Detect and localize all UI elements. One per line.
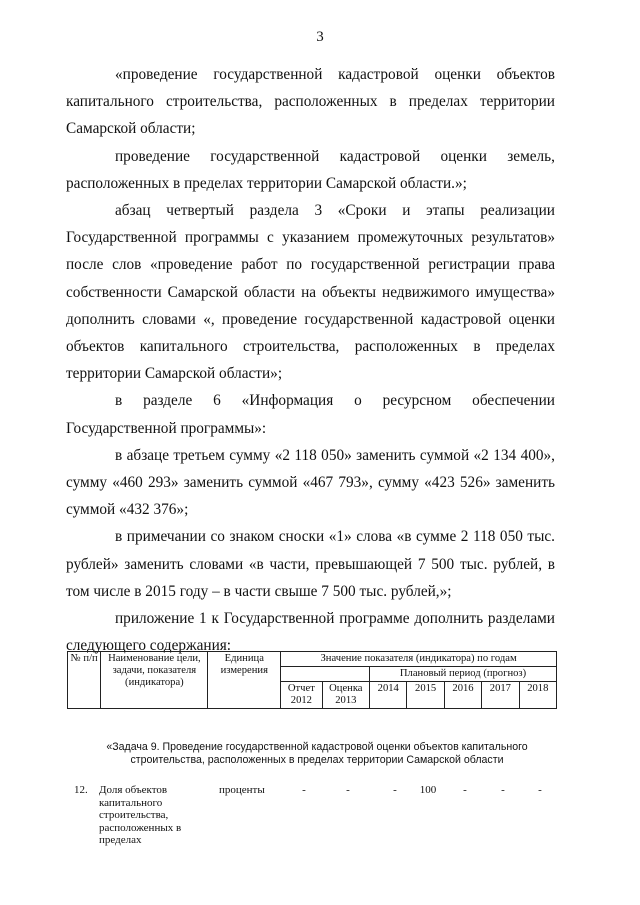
row-number: 12.: [74, 784, 88, 796]
row-value-2012: -: [302, 784, 306, 796]
paragraph-4: в разделе 6 «Информация о ресурсном обеспечении Государственной программы»:: [66, 392, 555, 437]
row-value-2016: -: [463, 784, 467, 796]
header-year-2012: Отчет 2012: [281, 682, 322, 709]
header-year-2013: Оценка 2013: [322, 682, 369, 709]
header-year-2014: 2014: [370, 682, 407, 709]
document-body: [66, 61, 555, 659]
header-year-2016: 2016: [444, 682, 481, 709]
header-name: Наименование цели, задачи, показателя (индикатора): [101, 652, 208, 709]
header-unit: Единица измерения: [208, 652, 281, 709]
row-value-2018: -: [538, 784, 542, 796]
header-blank: [281, 667, 370, 682]
paragraph-1: «проведение государственной кадастровой оценки объектов капитального строительства, расположенных в пределах территории Самарской области;: [66, 66, 555, 138]
paragraph-7: приложение 1 к Государственной программе дополнить разделами следующего содержания:: [66, 610, 555, 655]
header-planned-period: Плановый период (прогноз): [370, 667, 557, 682]
header-year-2017: 2017: [482, 682, 519, 709]
row-value-2013: -: [346, 784, 350, 796]
paragraph-3: абзац четвертый раздела 3 «Сроки и этапы реализации Государственной программы с указанием промежуточных результатов» после слов «проведение работ по государственной регистрации права собственности Самарской области на объекты недвижимого имущества» дополнить словами «, проведение государственной кадастровой оценки объектов капитального строительства, расположенных в пределах территории Самарской области»;: [66, 202, 555, 383]
header-number: № п/п: [68, 652, 101, 709]
row-unit: проценты: [219, 784, 265, 796]
paragraph-2: проведение государственной кадастровой оценки земель, расположенных в пределах территории Самарской области.»;: [66, 147, 555, 192]
task-title: «Задача 9. Проведение государственной кадастровой оценки объектов капитального строительства, расположенных в пределах территории Самарской области: [106, 741, 528, 766]
header-year-2018: 2018: [519, 682, 556, 709]
row-value-2015: 100: [419, 784, 437, 796]
header-value: Значение показателя (индикатора) по годам: [281, 652, 557, 667]
row-value-2014: -: [393, 784, 397, 796]
row-name: Доля объектов капитального строительства, расположенных в пределах: [99, 784, 182, 847]
paragraph-6: в примечании со знаком сноски «1» слова «в сумме 2 118 050 тыс. рублей» заменить словами «в части, превышающей 7 500 тыс. рублей, в том числе в 2015 году – в части свыше 7 500 тыс. рублей,»;: [66, 528, 555, 600]
header-year-2015: 2015: [407, 682, 444, 709]
indicators-table-header: [67, 651, 557, 709]
page-number: 3: [316, 29, 324, 45]
paragraph-5: в абзаце третьем сумму «2 118 050» заменить суммой «2 134 400», сумму «460 293» заменить суммой «467 793», сумму «423 526» заменить суммой «432 376»;: [66, 446, 555, 519]
row-value-2017: -: [501, 784, 505, 796]
